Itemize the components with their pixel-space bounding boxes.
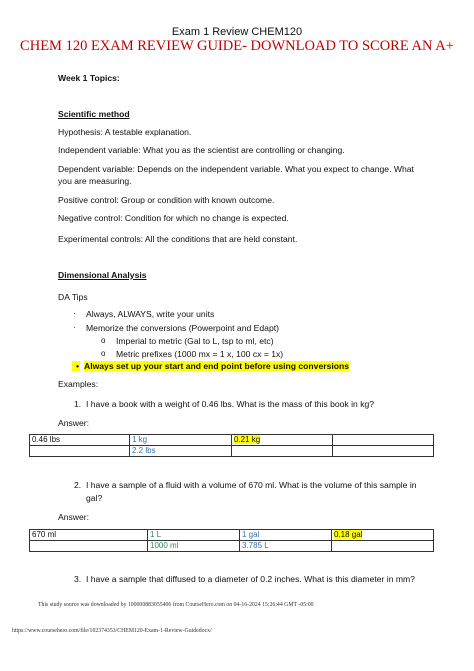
da-tip-units: Always, ALWAYS, write your units xyxy=(86,309,215,319)
question-number: 2. xyxy=(74,480,82,490)
cell-start-value: 670 ml xyxy=(32,530,57,539)
table-cell xyxy=(232,435,333,446)
negative-control-text: Negative control: Condition for which no change is expected. xyxy=(58,213,289,223)
table-cell xyxy=(240,530,332,541)
examples-label: Examples: xyxy=(58,379,99,389)
table-cell xyxy=(240,541,332,552)
circle-bullet-icon: o xyxy=(101,349,106,358)
week-heading: Week 1 Topics: xyxy=(58,73,120,83)
answer-label: Answer: xyxy=(58,418,90,428)
da-sub-imperial: Imperial to metric (Gal to L, tsp to ml, etc) xyxy=(116,336,274,346)
bullet-icon: · xyxy=(73,323,76,332)
circle-bullet-icon: o xyxy=(101,336,106,345)
table-row xyxy=(30,435,434,446)
dimensional-analysis-heading: Dimensional Analysis xyxy=(58,270,147,280)
table-cell xyxy=(30,435,130,446)
scientific-method-heading: Scientific method xyxy=(58,109,130,119)
da-tip-highlighted: Always set up your start and end point before using conversions xyxy=(84,361,350,371)
table-row xyxy=(30,446,434,457)
experimental-controls-text: Experimental controls: All the conditions that are held constant. xyxy=(58,234,298,244)
table-row xyxy=(30,541,434,552)
da-tip-memorize: Memorize the conversions (Powerpoint and Edapt) xyxy=(86,323,279,333)
table-cell xyxy=(148,541,240,552)
cell-conversion-numerator: 1 gal xyxy=(242,530,260,539)
table-cell xyxy=(332,541,434,552)
cell-conversion-numerator: 1 L xyxy=(150,530,162,539)
question-2-text-cont: gal? xyxy=(86,493,103,503)
table-cell xyxy=(332,530,434,541)
table-cell xyxy=(333,435,434,446)
question-3-text: I have a sample that diffused to a diameter of 0.2 inches. What is this diameter in mm? xyxy=(86,574,415,584)
cell-result-value: 0.21 kg xyxy=(234,435,261,444)
source-url-link[interactable]: https://www.coursehero.com/file/102374353/CHEM120-Exam-1-Review-Guidedocx/ xyxy=(12,628,212,634)
cell-conversion-denominator: 1000 ml xyxy=(150,541,179,550)
question-2-text: I have a sample of a fluid with a volume of 670 ml. What is the volume of this sample in xyxy=(86,480,417,490)
table-cell xyxy=(148,530,240,541)
bullet-icon: · xyxy=(73,309,76,318)
highlight-bullet-icon: • xyxy=(72,361,80,371)
table-cell xyxy=(130,435,232,446)
question-1-answer-table xyxy=(29,434,434,457)
dependent-variable-text-cont: you are measuring. xyxy=(58,176,132,186)
answer-label: Answer: xyxy=(58,512,90,522)
table-cell xyxy=(30,446,130,457)
question-number: 1. xyxy=(74,399,82,409)
question-1-text: I have a book with a weight of 0.46 lbs. What is the mass of this book in kg? xyxy=(86,399,375,409)
document-title: CHEM 120 EXAM REVIEW GUIDE- DOWNLOAD TO SCORE AN A+ xyxy=(20,38,454,54)
question-number: 3. xyxy=(74,574,82,584)
table-cell xyxy=(333,446,434,457)
download-notice: This study source was downloaded by 100000883055406 from CourseHero.com on 04-16-2024 15:26:44 GMT -05:00 xyxy=(38,602,314,608)
cell-result-value: 0.18 gal xyxy=(334,530,363,539)
hypothesis-text: Hypothesis: A testable explanation. xyxy=(58,127,192,137)
table-cell xyxy=(30,541,148,552)
question-2-answer-table xyxy=(29,529,434,552)
cell-start-value: 0.46 lbs xyxy=(32,435,61,444)
independent-variable-text: Independent variable: What you as the scientist are controlling or changing. xyxy=(58,145,345,155)
document-header: Exam 1 Review CHEM120 xyxy=(171,26,303,38)
table-cell xyxy=(130,446,232,457)
table-cell xyxy=(30,530,148,541)
cell-conversion-denominator: 3.785 L xyxy=(242,541,269,550)
positive-control-text: Positive control: Group or condition with known outcome. xyxy=(58,195,275,205)
cell-conversion-numerator: 1 kg xyxy=(132,435,148,444)
dependent-variable-text: Dependent variable: Depends on the independent variable. What you expect to change. What xyxy=(58,164,414,174)
table-cell xyxy=(232,446,333,457)
cell-conversion-denominator: 2.2 lbs xyxy=(132,446,156,455)
da-tips-label: DA Tips xyxy=(58,292,88,302)
table-row xyxy=(30,530,434,541)
da-sub-prefixes: Metric prefixes (1000 mx = 1 x, 100 cx = 1x) xyxy=(116,349,284,359)
